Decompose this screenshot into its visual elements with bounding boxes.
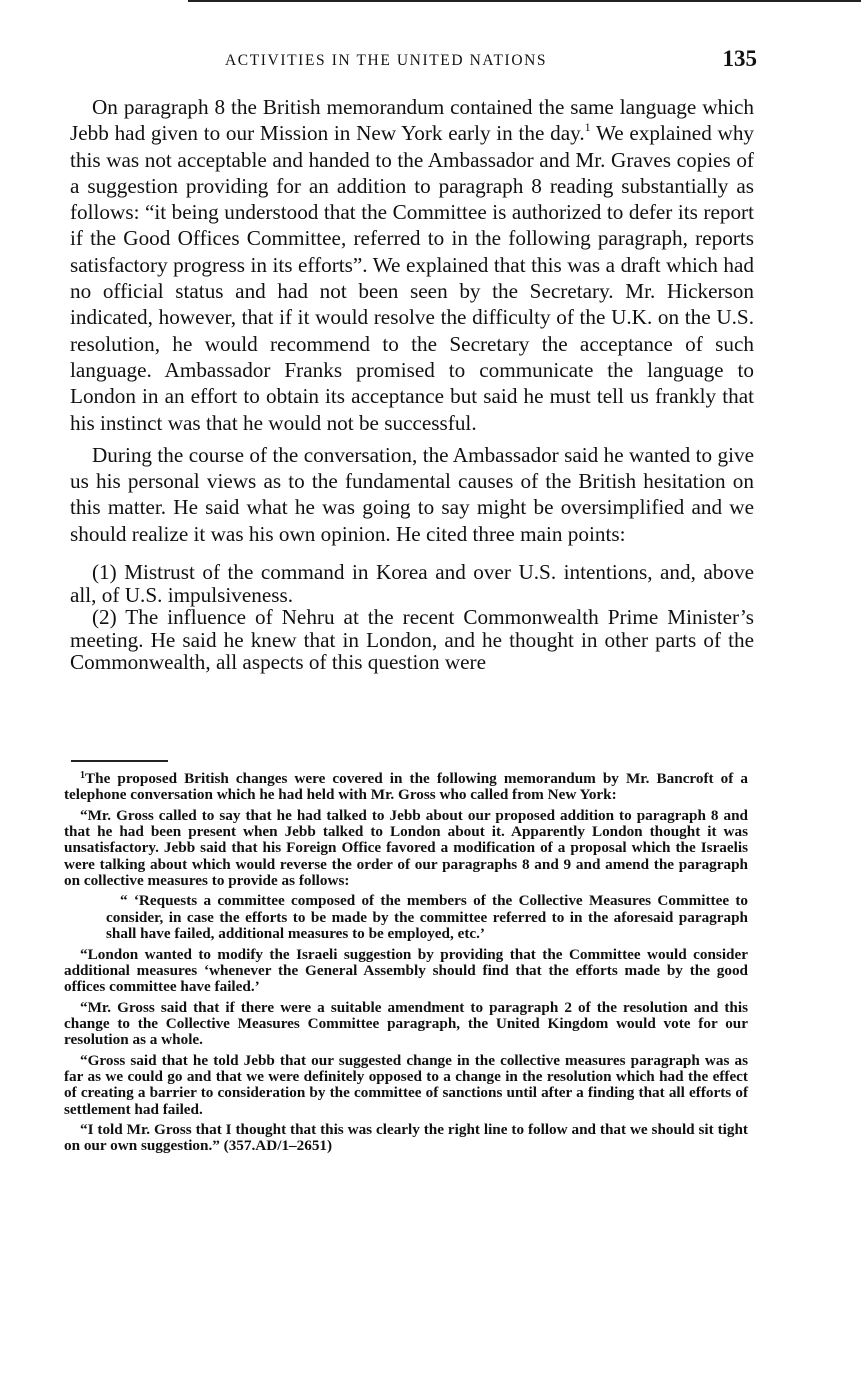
paragraph-1-text: On paragraph 8 the British memorandum contained the same language which Jebb had given to our Mission in New York early in the day. <box>70 95 754 146</box>
body-text <box>70 94 754 674</box>
footnote-1-intro <box>64 771 748 804</box>
footnote-1-intro-text: The proposed British changes were covered in the following memorandum by Mr. Bancroft of a telephone conversation which he had held with Mr. Gross who called from New York: <box>64 770 748 804</box>
footnote-reference: 1 <box>584 120 591 135</box>
top-rule <box>188 0 861 2</box>
footnote-paragraph: “I told Mr. Gross that I thought that this was clearly the right line to follow and that we should sit tight on our own suggestion.” (357.AD/1–2651) <box>64 1121 748 1155</box>
point-1: (1) Mistrust of the command in Korea and over U.S. intentions, and, above all, of U.S. impulsiveness. <box>70 560 754 607</box>
running-head: ACTIVITIES IN THE UNITED NATIONS <box>225 52 548 69</box>
point-2: (2) The influence of Nehru at the recent Commonwealth Prime Minister’s meeting. He said he knew that in London, and he thought in other parts of the Commonwealth, all aspects of this question were <box>70 605 754 675</box>
paragraph-1 <box>70 94 754 436</box>
footnote-paragraph: “Gross said that he told Jebb that our suggested change in the collective measures paragraph was as far as we could go and that we were definitely opposed to a change in the resolution which had the effect of creating a barrier to consideration by the committee of sanctions until after a finding that all efforts of settlement had failed. <box>64 1051 748 1118</box>
page-number: 135 <box>722 46 757 71</box>
paragraph-2: During the course of the conversation, the Ambassador said he wanted to give us his personal views as to the fundamental causes of the British hesitation on this matter. He said what he was going to say might be oversimplified and we should realize it was his own opinion. He cited three main points: <box>70 442 754 546</box>
footnote-quote: “ ‘Requests a committee composed of the members of the Collective Measures Committee to consider, in case the efforts to be made by the committee referred to in the aforesaid paragraph shall have failed, additional measures to be employed, etc.’ <box>106 892 748 943</box>
paragraph-1-text-continued: We explained why this was not acceptable and handed to the Ambassador and Mr. Graves copies of a suggestion providing for an addition to paragraph 8 reading substantially as follows: “it being understood that the Committee is authorized to defer its report if the Good Offices Committee, referred to in the following paragraph, reports satisfactory progress in its efforts”. We explained that this was a draft which had no official status and had not been seen by the Secretary. Mr. Hickerson indicated, however, that if it would resolve the difficulty of the U.K. on the U.S. resolution, he would recommend to the Secretary the acceptance of such language. Ambassador Franks promised to communicate the language to London in an effort to obtain its acceptance but said he must tell us frankly that his instinct was that he would not be successful. <box>70 121 755 435</box>
footnotes <box>64 771 748 1155</box>
footnote-marker: 1 <box>80 770 85 781</box>
footnote-paragraph: “London wanted to modify the Israeli suggestion by providing that the Committee would consider additional measures ‘whenever the General Assembly should find that the efforts made by the good offices committee have failed.’ <box>64 945 748 996</box>
footnote-paragraph: “Mr. Gross said that if there were a suitable amendment to paragraph 2 of the resolution and this change to the Collective Measures Committee paragraph, the United Kingdom would vote for our resolution as a whole. <box>64 998 748 1049</box>
footnote-paragraph: “Mr. Gross called to say that he had talked to Jebb about our proposed addition to paragraph 8 and that he had been present when Jebb talked to London about it. Apparently London thought it was unsatisfactory. Jebb said that his Foreign Office favored a modification of a proposal which the Israelis were talking about which would reverse the order of our paragraphs 8 and 9 and amend the paragraph on collective measures to provide as follows: <box>64 806 748 889</box>
footnote-rule <box>71 760 168 762</box>
